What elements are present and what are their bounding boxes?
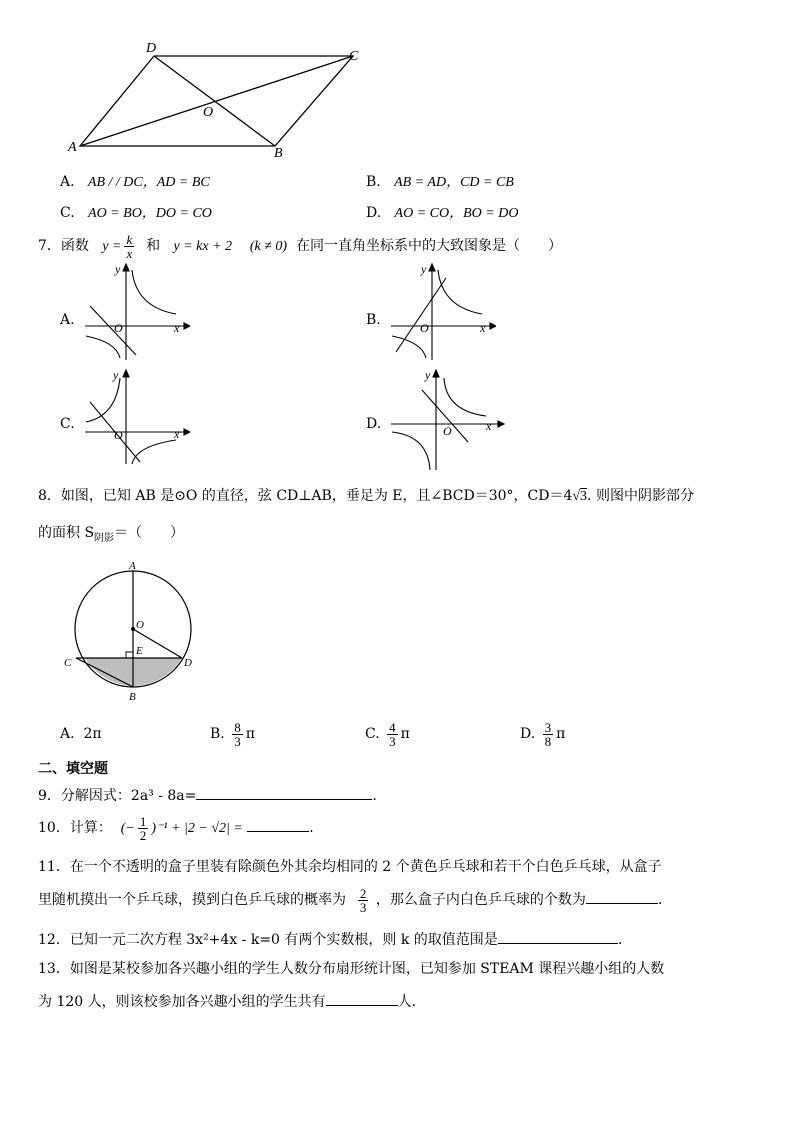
q9-answer-blank[interactable] <box>196 785 372 800</box>
q13-line2: 为 120 人，则该校参加各兴趣小组的学生共有 人. <box>38 991 416 1011</box>
center-point <box>131 627 135 631</box>
svg-text:C: C <box>64 657 72 669</box>
q8-option-b[interactable]: B. $\frac{8}{3}$ π <box>210 719 255 749</box>
sqrt-symbol: √ <box>572 489 581 504</box>
svg-text:O: O <box>114 321 123 335</box>
svg-text:O: O <box>136 619 144 631</box>
q9: 9．分解因式：2a³ - 8a= . <box>38 785 377 805</box>
label-c: C <box>349 49 359 64</box>
svg-text:E: E <box>136 645 143 657</box>
svg-text:y: y <box>115 262 121 276</box>
q7-stem: 7．函数 y = $\frac{k}{x}$ 和 y = kx + 2 (k ≠ 0) 在同一直角坐标系中的大致图象是（ ） <box>38 231 562 261</box>
q7-option-b[interactable]: B. <box>366 312 381 328</box>
q8-stem-line2: 的面积 $S_{阴影}=$（ ） <box>38 525 185 544</box>
svg-text:x: x <box>480 321 486 335</box>
svg-text:y: y <box>421 262 427 276</box>
svg-text:B: B <box>129 691 136 703</box>
q11-line1: 11．在一个不透明的盒子里装有除颜色外其余均相同的 2 个黄色乒乓球和若干个白色乒乓球，从盒子 <box>38 859 662 875</box>
q6-option-a-text: AB / / DC，AD = BC <box>87 175 210 190</box>
q10: 10．计算： (− $\frac{1}{2}$ )⁻¹ + |2 − √2| = . <box>38 813 314 843</box>
q12: 12．已知一元二次方程 3x²+4x - k=0 有两个实数根，则 k 的取值范围是 . <box>38 929 622 949</box>
q6-option-d[interactable]: D. AO = CO，BO = DO <box>366 205 519 221</box>
parallelogram-figure <box>60 36 380 166</box>
q7-graph-c <box>80 366 190 466</box>
svg-text:D: D <box>184 657 192 669</box>
svg-text:A: A <box>129 560 136 572</box>
label-b: B <box>274 146 283 161</box>
q7-fraction: $\frac{k}{x}$ <box>126 231 133 261</box>
q7-graph-b <box>386 262 496 362</box>
q8-option-d[interactable]: D. $\frac{3}{8}$ π <box>520 719 566 749</box>
diagonal-ac <box>80 56 353 146</box>
q6-option-c-text: AO = BO，DO = CO <box>88 206 212 221</box>
q10-answer-blank[interactable] <box>247 817 309 832</box>
q6-option-c[interactable]: C. AO = BO，DO = CO <box>60 205 212 221</box>
q7-option-a[interactable]: A. <box>60 312 75 328</box>
svg-text:x: x <box>174 321 180 335</box>
q11-answer-blank[interactable] <box>586 889 658 904</box>
q7-option-c[interactable]: C. <box>60 416 75 432</box>
svg-text:O: O <box>114 428 123 442</box>
svg-text:y: y <box>425 368 431 382</box>
q6-option-b-text: AB = AD，CD = CB <box>394 175 514 190</box>
label-d: D <box>146 41 157 56</box>
q8-stem-line1: 8．如图，已知 AB 是⊙O 的直径，弦 CD⊥AB，垂足为 E，且∠BCD＝30°，CD＝4√3. 则图中阴影部分 <box>38 488 694 504</box>
q8-option-c[interactable]: C. $\frac{4}{3}$ π <box>365 719 410 749</box>
svg-text:x: x <box>486 419 492 433</box>
q12-answer-blank[interactable] <box>498 929 618 944</box>
q7-graph-a <box>80 262 190 362</box>
right-angle-mark <box>126 652 133 658</box>
svg-text:y: y <box>113 368 119 382</box>
label-o: O <box>203 105 214 120</box>
q7-graph-d <box>386 366 506 476</box>
svg-text:O: O <box>420 321 429 335</box>
label-a: A <box>68 140 77 155</box>
q13-answer-blank[interactable] <box>326 991 398 1006</box>
q6-option-d-text: AO = CO，BO = DO <box>394 206 519 221</box>
q8-option-a[interactable]: A. 2π <box>60 726 102 742</box>
q6-option-b[interactable]: B. AB = AD，CD = CB <box>366 174 514 190</box>
q7-option-d[interactable]: D. <box>366 416 382 432</box>
section-heading-fill-blank: 二、填空题 <box>38 761 108 777</box>
diagonal-bd <box>154 56 275 146</box>
q6-option-a[interactable]: A. AB / / DC，AD = BC <box>60 174 210 190</box>
q13-line1: 13．如图是某校参加各兴趣小组的学生人数分布扇形统计图，已知参加 STEAM 课程兴趣小组的人数 <box>38 961 665 977</box>
svg-text:O: O <box>443 424 452 438</box>
svg-text:x: x <box>174 427 180 441</box>
q8-circle-figure <box>62 556 212 706</box>
q11-line2: 里随机摸出一个乒乓球，摸到白色乒乓球的概率为 $\frac{2}{3}$ ，那么盒子内白色乒乓球的个数为 . <box>38 885 663 915</box>
